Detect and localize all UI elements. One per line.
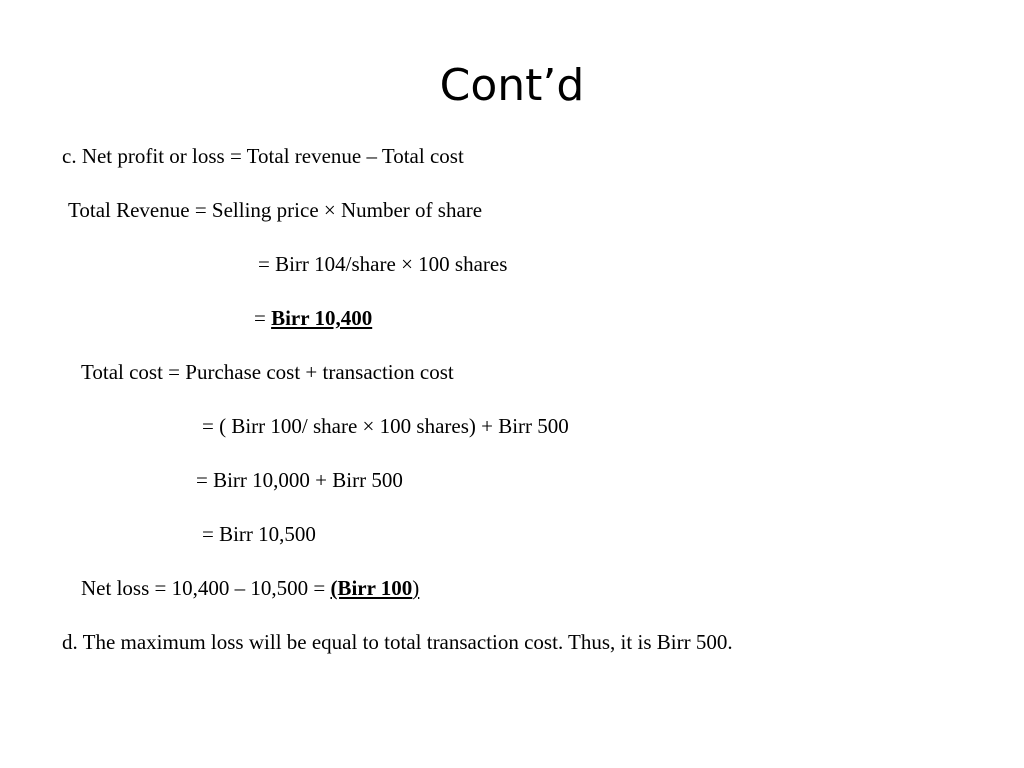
total-revenue-result-value: Birr 10,400 [271, 306, 373, 330]
total-cost-result: = Birr 10,500 [202, 522, 316, 546]
total-revenue-calculation: = Birr 104/share × 100 shares [258, 252, 508, 276]
total-cost-step: = Birr 10,000 + Birr 500 [196, 468, 403, 492]
total-cost-definition: Total cost = Purchase cost + transaction cost [81, 360, 454, 384]
total-revenue-result-prefix: = [254, 306, 272, 330]
c-heading-line: c. Net profit or loss = Total revenue – Total cost [62, 144, 464, 168]
total-cost-calculation: = ( Birr 100/ share × 100 shares) + Birr 500 [202, 414, 569, 438]
net-loss-prefix: Net loss = 10,400 – 10,500 = [81, 576, 331, 600]
net-loss-value: (Birr 100 [330, 576, 413, 600]
slide-title: Cont’d [439, 60, 585, 111]
d-statement-line: d. The maximum loss will be equal to total transaction cost. Thus, it is Birr 500. [62, 630, 733, 654]
total-revenue-definition: Total Revenue = Selling price × Number of share [68, 198, 483, 222]
net-loss-line [81, 574, 419, 602]
total-revenue-result-line [254, 304, 372, 332]
net-loss-suffix: ) [412, 576, 420, 600]
